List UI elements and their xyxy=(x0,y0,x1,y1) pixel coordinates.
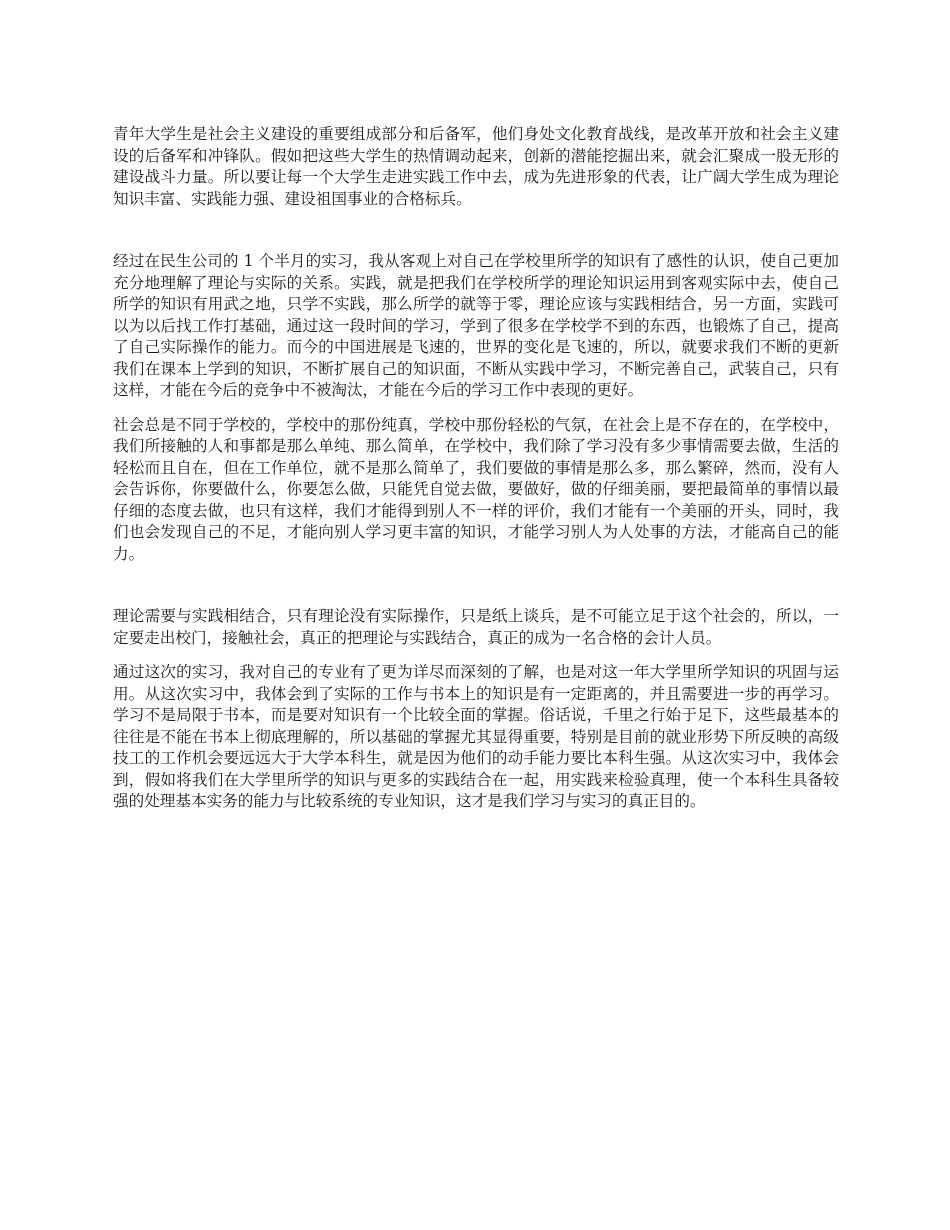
paragraph-3: 社会总是不同于学校的，学校中的那份纯真，学校中那份轻松的气氛，在社会上是不存在的，在学校中，我们所接触的人和事都是那么单纯、那么简单，在学校中，我们除了学习没有多少事情需要去做，生活的轻松而且自在，但在工作单位，就不是那么简单了，我们要做的事情是那么多，那么繁碎，然而，没有人会告诉你，你要做什么，你要怎么做，只能凭自觉去做，要做好，做的仔细美丽，要把最简单的事情以最仔细的态度去做，也只有这样，我们才能得到别人不一样的评价，我们才能有一个美丽的开头，同时，我们也会发现自己的不足，才能向别人学习更丰富的知识，才能学习别人为人处事的方法，才能高自己的能力。 xyxy=(113,415,839,563)
paragraph-spacer xyxy=(113,565,839,606)
paragraph-spacer xyxy=(113,210,839,251)
paragraph-5: 通过这次的实习，我对自己的专业有了更为详尽而深刻的了解，也是对这一年大学里所学知识的巩固与运用。从这次实习中，我体会到了实际的工作与书本上的知识是有一定距离的，并且需要进一步的再学习。学习不是局限于书本，而是要对知识有一个比较全面的掌握。俗话说，千里之行始于足下，这些最基本的往往是不能在书本上彻底理解的，所以基础的掌握尤其显得重要，特别是目前的就业形势下所反映的高级技工的工作机会要远远大于大学本科生，就是因为他们的动手能力要比本科生强。从这次实习中，我体会到，假如将我们在大学里所学的知识与更多的实践结合在一起，用实践来检验真理，使一个本科生具备较强的处理基本实务的能力与比较系统的专业知识，这才是我们学习与实习的真正目的。 xyxy=(113,663,839,810)
paragraph-spacer xyxy=(113,402,839,415)
paragraph-1: 青年大学生是社会主义建设的重要组成部分和后备军，他们身处文化教育战线，是改革开放和社会主义建设的后备军和冲锋队。假如把这些大学生的热情调动起来，创新的潜能挖掘出来，就会汇聚成一股无形的建设战斗力量。所以要让每一个大学生走进实践工作中去，成为先进形象的代表，让广阔大学生成为理论知识丰富、实践能力强、建设祖国事业的合格标兵。 xyxy=(113,125,839,208)
paragraph-2: 经过在民生公司的 1 个半月的实习，我从客观上对自己在学校里所学的知识有了感性的认识，使自己更加充分地理解了理论与实际的关系。实践，就是把我们在学校所学的理论知识运用到客观实际中去，使自己所学的知识有用武之地，只学不实践，那么所学的就等于零，理论应该与实践相结合，另一方面，实践可以为以后找工作打基础，通过这一段时间的学习，学到了很多在学校学不到的东西，也锻炼了自己，提高了自己实际操作的能力。而今的中国进展是飞速的，世界的变化是飞速的，所以，就要求我们不断的更新我们在课本上学到的知识，不断扩展自己的知识面，不断从实践中学习，不断完善自己，武装自己，只有这样，才能在今后的竞争中不被淘汰，才能在今后的学习工作中表现的更好。 xyxy=(113,252,839,399)
document-body xyxy=(113,124,839,813)
paragraph-spacer xyxy=(113,649,839,662)
paragraph-4: 理论需要与实践相结合，只有理论没有实际操作，只是纸上谈兵，是不可能立足于这个社会的，所以，一定要走出校门，接触社会，真正的把理论与实践结合，真正的成为一名合格的会计人员。 xyxy=(113,607,839,647)
